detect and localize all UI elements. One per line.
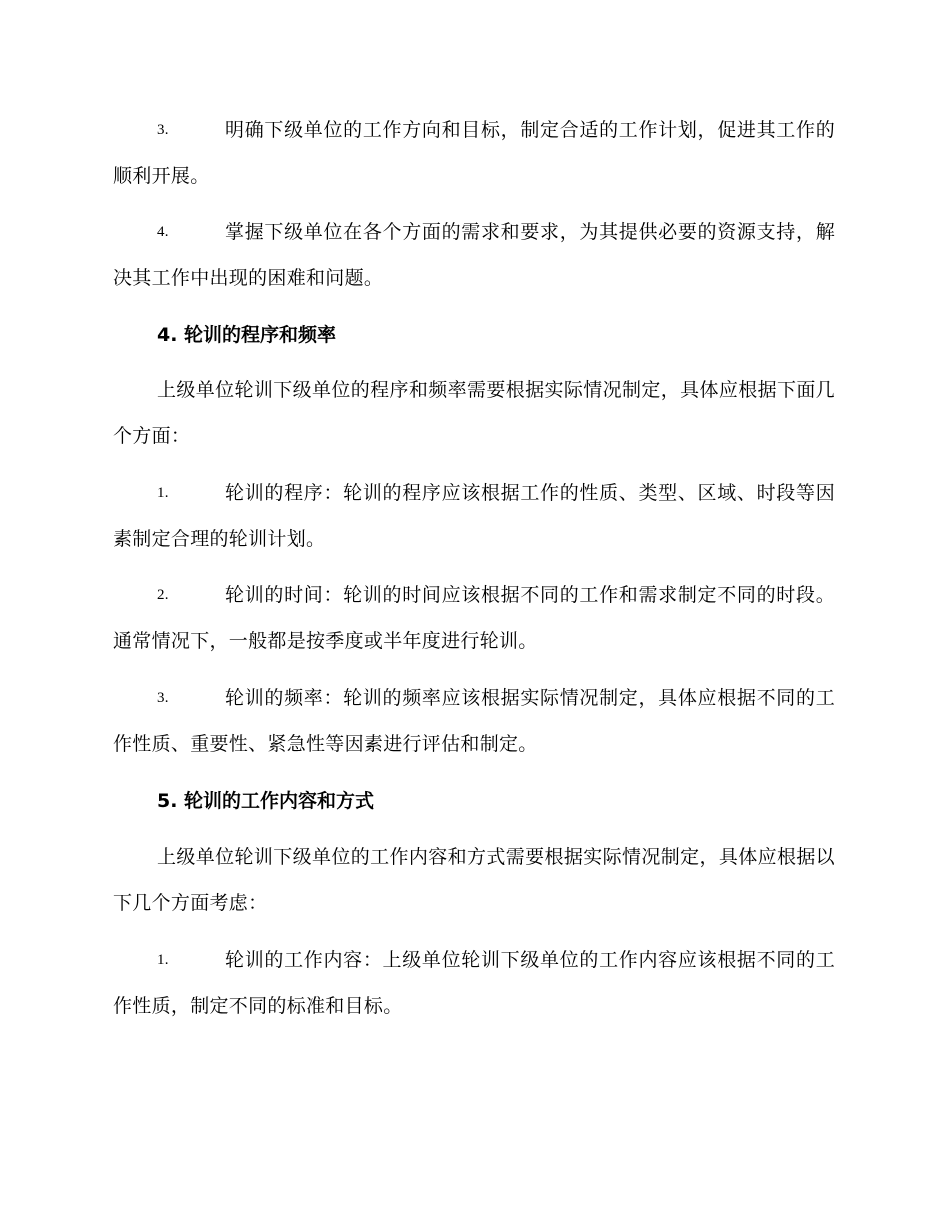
paragraph: 上级单位轮训下级单位的程序和频率需要根据实际情况制定，具体应根据下面几个方面：: [113, 379, 835, 447]
section-4-intro: [113, 367, 835, 459]
list-number: 1.: [157, 952, 169, 968]
list-item-text: 轮训的程序：轮训的程序应该根据工作的性质、类型、区域、时段等因素制定合理的轮训计划。: [113, 482, 835, 550]
section-heading-5: 5. 轮训的工作内容和方式: [157, 790, 375, 812]
list-item-frequency: [113, 675, 835, 767]
list-item-content: [113, 937, 835, 1029]
list-number: 3.: [157, 690, 169, 706]
section-5-intro: [113, 834, 835, 926]
list-item-text: 轮训的工作内容：上级单位轮训下级单位的工作内容应该根据不同的工作性质，制定不同的标准和目标。: [113, 949, 835, 1017]
list-item-text: 轮训的频率：轮训的频率应该根据实际情况制定，具体应根据不同的工作性质、重要性、紧急性等因素进行评估和制定。: [113, 687, 835, 755]
section-heading-4: 4. 轮训的程序和频率: [157, 324, 337, 346]
list-item-3-goals: [113, 107, 835, 199]
list-item-time: [113, 572, 835, 664]
list-number: 3.: [157, 122, 169, 138]
list-item-text: 掌握下级单位在各个方面的需求和要求，为其提供必要的资源支持，解决其工作中出现的困难和问题。: [113, 221, 835, 289]
list-number: 1.: [157, 485, 169, 501]
list-number: 2.: [157, 587, 169, 603]
list-item-4-resources: [113, 209, 835, 301]
paragraph: 上级单位轮训下级单位的工作内容和方式需要根据实际情况制定，具体应根据以下几个方面考虑：: [113, 846, 835, 914]
list-item-text: 轮训的时间：轮训的时间应该根据不同的工作和需求制定不同的时段。通常情况下，一般都是按季度或半年度进行轮训。: [113, 584, 835, 652]
list-item-text: 明确下级单位的工作方向和目标，制定合适的工作计划，促进其工作的顺利开展。: [113, 119, 835, 187]
list-number: 4.: [157, 224, 169, 240]
list-item-procedure: [113, 470, 835, 562]
